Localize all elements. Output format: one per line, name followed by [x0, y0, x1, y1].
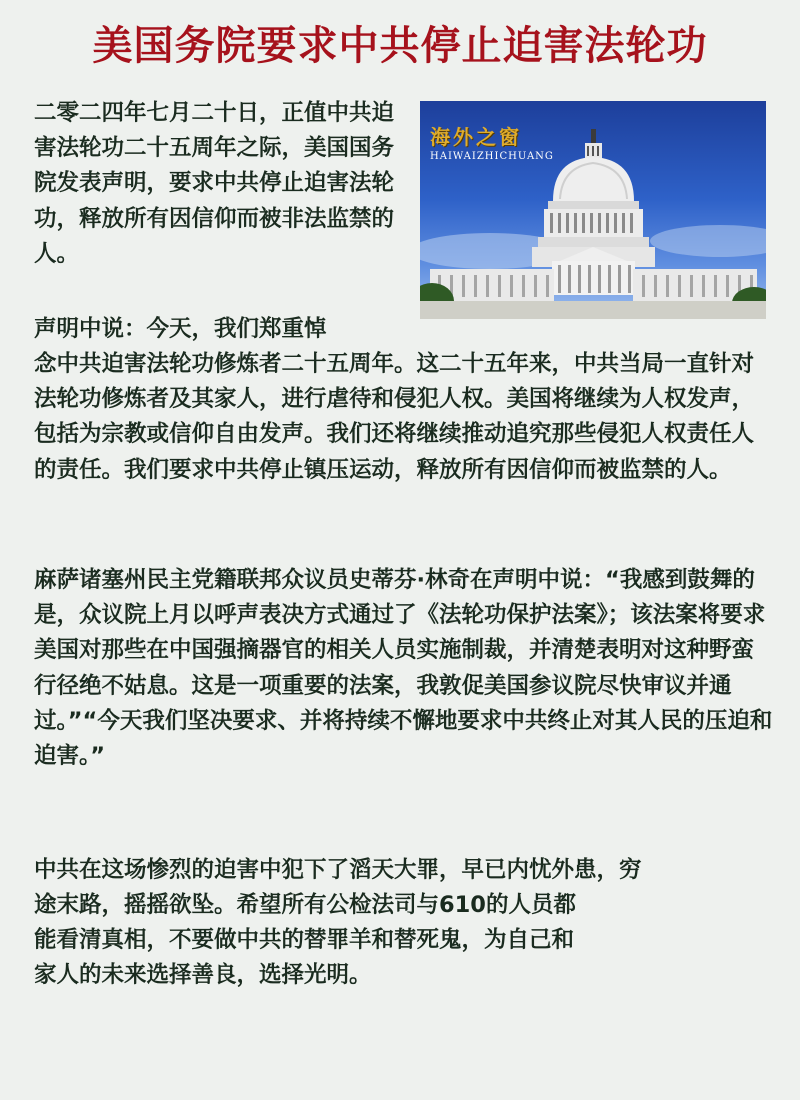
paragraph-intro: 二零二四年七月二十日，正值中共迫害法轮功二十五周年之际，美国国务院发表声明，要求中共停止迫害法轮功，释放所有因信仰而被非法监禁的人。 — [34, 100, 395, 267]
paragraph-statement-first-line: 声明中说：今天，我们郑重悼 — [34, 316, 327, 342]
paragraph-lynch-quote: 麻萨诸塞州民主党籍联邦众议员史蒂芬·林奇在声明中说：“我感到鼓舞的是，众议院上月以呼声表决方式通过了《法轮功保护法案》；该法案将要求美国对那些在中国强摘器官的相关人员实施制裁，并清楚表明对这种野蛮行径绝不姑息。这是一项重要的法案，我敦促美国参议院尽快审议并通过。”“今天我们坚决要求、并将持续不懈地要求中共终止对其人民的压迫和迫害。” — [34, 567, 773, 770]
capitol-photo — [420, 101, 766, 319]
photo-watermark-logo: 海外之窗 — [430, 125, 522, 149]
article-title: 美国务院要求中共停止迫害法轮功 — [92, 23, 708, 69]
paragraph-conclusion-first-line: 中共在这场惨烈的迫害中犯下了滔天大罪，早已内忧外患，穷 — [34, 857, 642, 883]
paragraph-statement: 念中共迫害法轮功修炼者二十五周年。这二十五年来，中共当局一直针对法轮功修炼者及其家人，进行虐待和侵犯人权。美国将继续为人权发声，包括为宗教或信仰自由发声。我们还将继续推动追究那些侵犯人权责任人的责任。我们要求中共停止镇压运动，释放所有因信仰而被监禁的人。 — [34, 351, 755, 483]
photo-watermark-subtitle: HAIWAIZHICHUANG — [430, 151, 554, 162]
paragraph-conclusion: 途末路，摇摇欲坠。希望所有公检法司与610的人员都能看清真相，不要做中共的替罪羊和替死鬼，为自己和家人的未来选择善良，选择光明。 — [34, 892, 576, 989]
